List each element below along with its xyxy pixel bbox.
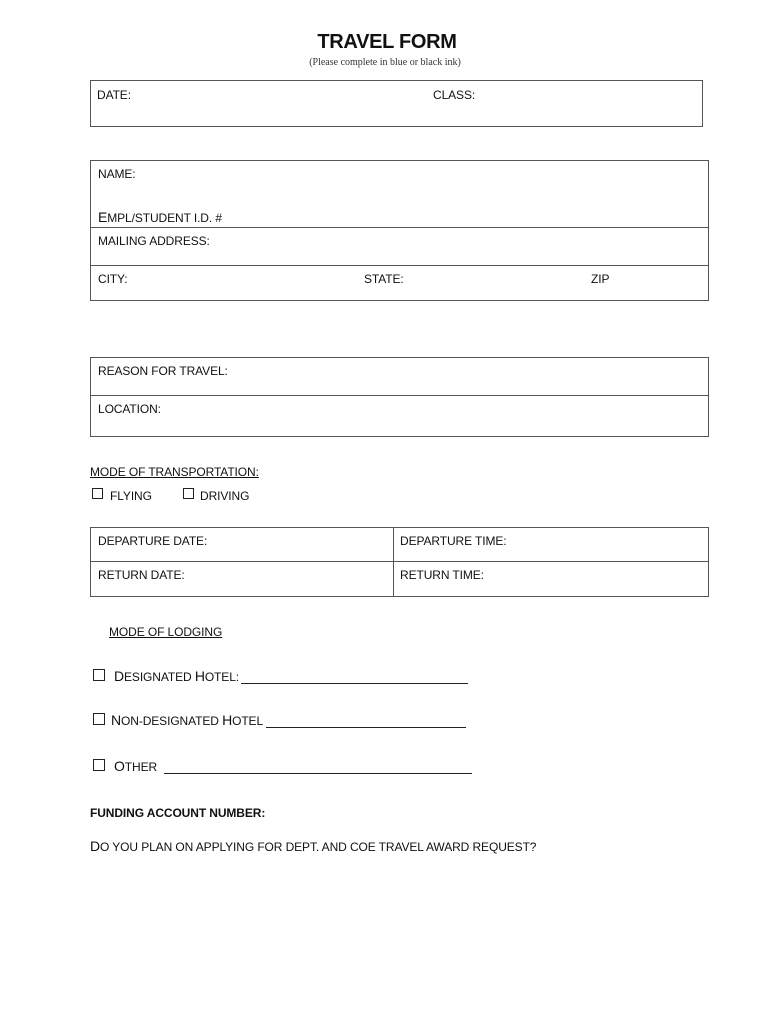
form-subtitle: (Please complete in blue or black ink): [309, 57, 461, 68]
empl-id-label: [98, 209, 222, 225]
empl-id-rest: MPL/STUDENT I.D. #: [107, 211, 222, 225]
form-title: TRAVEL FORM: [317, 31, 457, 53]
flying-label: FLYING: [110, 489, 152, 503]
non-designated-hotel-checkbox[interactable]: [93, 713, 105, 725]
divider: [90, 227, 709, 228]
divider: [90, 265, 709, 266]
other-label: [114, 758, 157, 774]
non-designated-initial: N: [111, 712, 122, 728]
designated-hotel-label: [114, 668, 239, 684]
other-rest: THER: [124, 760, 158, 774]
location-label: LOCATION:: [98, 402, 161, 416]
flying-checkbox[interactable]: [92, 488, 103, 499]
question-initial: D: [90, 838, 101, 854]
mailing-address-label: MAILING ADDRESS:: [98, 234, 210, 248]
state-label: STATE:: [364, 272, 404, 286]
non-designated-rest: ON-DESIGNATED: [121, 714, 219, 728]
date-class-box: [90, 80, 703, 127]
designated-hotel-line[interactable]: [241, 683, 468, 684]
other-checkbox[interactable]: [93, 759, 105, 771]
designated-hotel-checkbox[interactable]: [93, 669, 105, 681]
lodging-heading: MODE OF LODGING: [109, 625, 223, 639]
designated-rest: ESIGNATED: [124, 670, 192, 684]
departure-time-label: DEPARTURE TIME:: [400, 534, 507, 548]
transportation-heading: MODE OF TRANSPORTATION:: [90, 465, 259, 479]
funding-account-label: FUNDING ACCOUNT NUMBER:: [90, 806, 266, 820]
zip-label: ZIP: [591, 272, 610, 286]
empl-id-initial: E: [98, 209, 108, 225]
other-initial: O: [114, 758, 125, 774]
travel-award-question: [90, 838, 536, 854]
city-label: CITY:: [98, 272, 128, 286]
date-label: DATE:: [97, 88, 131, 102]
hotel-initial: H: [194, 668, 205, 684]
question-rest: O YOU PLAN ON APPLYING FOR DEPT. AND COE TRAVEL AWARD REQUEST?: [100, 840, 537, 854]
reason-label: REASON FOR TRAVEL:: [98, 364, 228, 378]
other-line[interactable]: [164, 773, 472, 774]
divider: [393, 527, 394, 597]
class-label: CLASS:: [433, 88, 476, 102]
driving-checkbox[interactable]: [183, 488, 194, 499]
driving-label: DRIVING: [200, 489, 250, 503]
non-designated-hotel-label: [111, 712, 263, 728]
divider: [90, 395, 709, 396]
return-date-label: RETURN DATE:: [98, 568, 185, 582]
hotel-initial: H: [222, 712, 233, 728]
hotel-rest: OTEL: [232, 714, 264, 728]
hotel-rest: OTEL:: [204, 670, 240, 684]
return-time-label: RETURN TIME:: [400, 568, 484, 582]
designated-initial: D: [114, 668, 125, 684]
name-label: NAME:: [98, 167, 136, 181]
non-designated-hotel-line[interactable]: [266, 727, 466, 728]
departure-date-label: DEPARTURE DATE:: [98, 534, 208, 548]
divider: [90, 561, 709, 562]
